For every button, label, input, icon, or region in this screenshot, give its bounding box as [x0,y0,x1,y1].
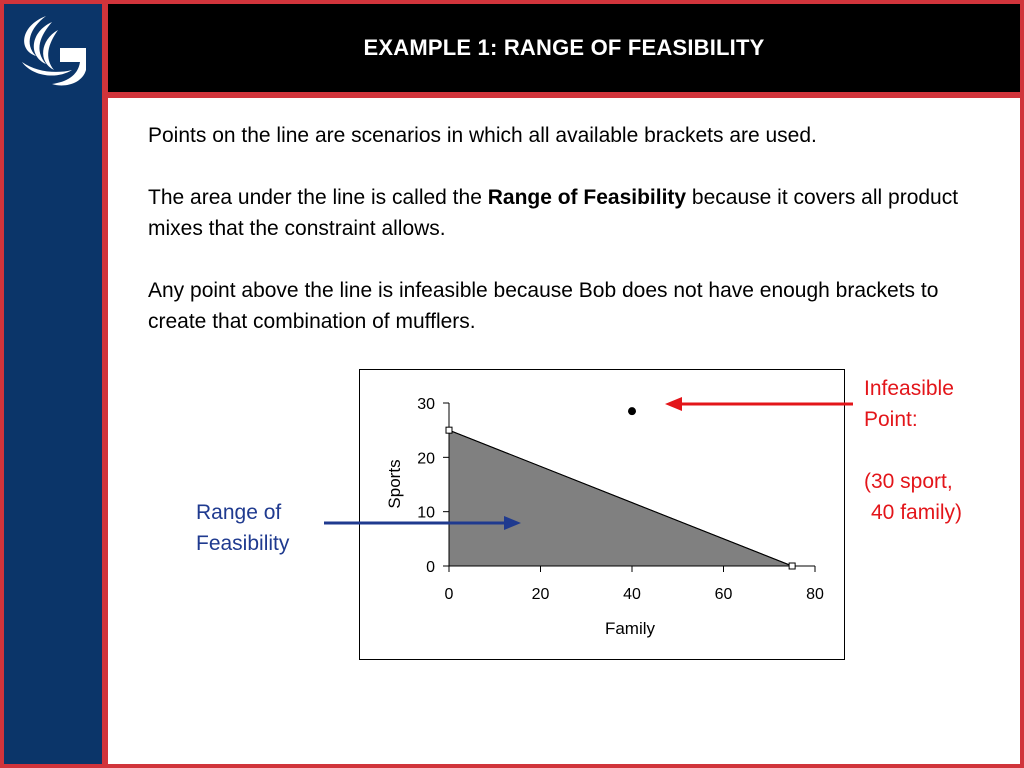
range-of-feasibility-bold: Range of Feasibility [487,186,687,209]
y-tick-label: 0 [426,559,435,576]
slide-title: EXAMPLE 1: RANGE OF FEASIBILITY [363,35,765,60]
range-callout-line-2: Feasibility [196,532,290,555]
feasibility-chart [360,370,844,659]
y-tick-label: 30 [417,396,435,413]
paragraph-3: Any point above the line is infeasible because Bob does not have enough brackets to create that combination of mufflers. [148,279,939,333]
paragraph-2 [148,182,988,244]
infeasible-callout-line-3: (30 sport, [864,470,953,493]
horizontal-divider [108,92,1020,98]
x-tick-label: 80 [806,586,824,603]
range-callout-line-1: Range of [196,501,282,524]
infeasible-callout-line-2: Point: [864,408,918,431]
y-tick-label: 10 [417,504,435,522]
endpoint-marker [789,563,795,569]
vertical-divider [102,4,108,764]
endpoint-marker [446,427,452,433]
infeasible-callout-line-4: 40 family) [871,501,963,524]
y-tick-label: 20 [417,450,435,468]
infeasible-point [628,407,636,415]
paragraph-2-suffix: because it covers all product mixes that the constraint allows. [148,186,959,240]
x-tick-label: 20 [531,586,550,603]
x-tick-label: 0 [444,586,454,603]
paragraph-1: Points on the line are scenarios in which all available brackets are used. [148,124,817,147]
infeasible-callout-label [864,373,962,528]
body-text [148,120,988,337]
callout-spacer [864,435,962,466]
x-axis-title: Family [604,619,656,638]
infeasible-callout-line-1: Infeasible [864,377,954,400]
x-tick-label: 60 [714,586,733,603]
chart-container [359,369,845,660]
left-sidebar-bar [4,4,102,764]
paragraph-2-prefix: The area under the line is called the [148,186,488,209]
flame-logo-icon [12,12,90,88]
x-tick-label: 40 [623,586,641,603]
y-axis-title: Sports [385,459,404,509]
range-callout-label [196,497,289,559]
